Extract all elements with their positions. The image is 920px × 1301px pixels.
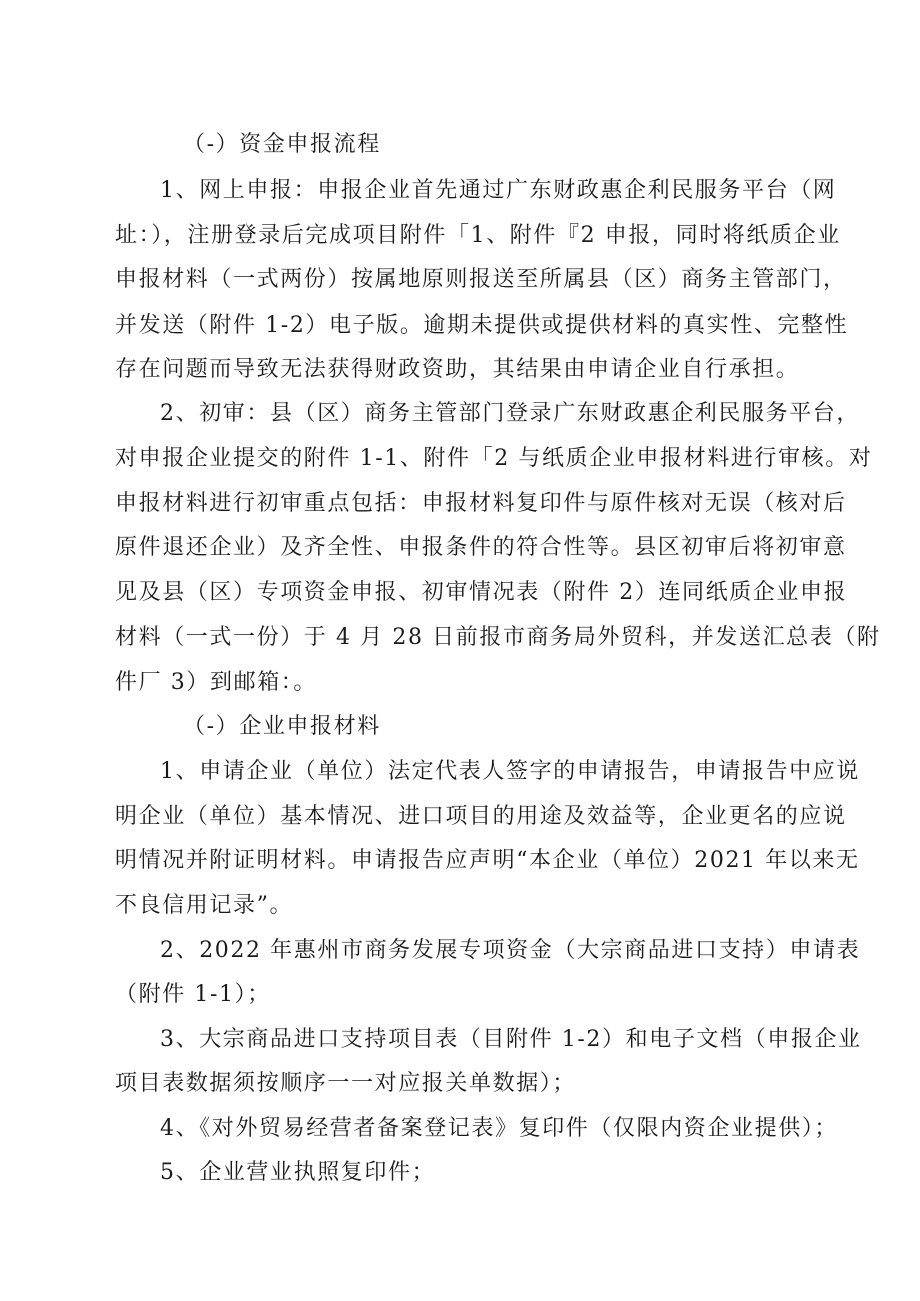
paragraph-line: 2、2022 年惠州市商务发展专项资金（大宗商品进口支持）申请表 — [160, 938, 861, 963]
paragraph-line: 明情况并附证明材料。申请报告应声明“本企业（单位）2021 年以来无 — [115, 848, 860, 873]
paragraph-line: 申报材料进行初审重点包括：申报材料复印件与原件核对无误（核对后 — [115, 491, 847, 516]
paragraph-line: 见及县（区）专项资金申报、初审情况表（附件 2）连同纸质企业申报 — [115, 580, 848, 605]
paragraph-line: 项目表数据须按顺序一一对应报关单数据）； — [115, 1071, 577, 1096]
paragraph-line: 3、大宗商品进口支持项目表（目附件 1-2）和电子文档（申报企业 — [160, 1027, 862, 1052]
paragraph-line: （附件 1-1）； — [115, 982, 271, 1007]
paragraph-line: 原件退还企业）及齐全性、申报条件的符合性等。县区初审后将初审意 — [115, 535, 847, 560]
section-heading-funding-process: （-）资金申报流程 — [183, 132, 381, 157]
paragraph-line: 2、初审：县（区）商务主管部门登录广东财政惠企利民服务平台， — [160, 401, 860, 426]
paragraph-line: 存在问题而导致无法获得财政资助，其结果由申请企业自行承担。 — [115, 357, 800, 382]
paragraph-line: 5、企业营业执照复印件； — [160, 1160, 436, 1185]
paragraph-line: 件厂 3）到邮箱：。 — [115, 670, 317, 695]
paragraph-line: 址：），注册登录后完成项目附件「1、附件『2 申报，同时将纸质企业 — [115, 223, 841, 248]
paragraph-line: 材料（一式一份）于 4 月 28 日前报市商务局外贸科，并发送汇总表（附 — [115, 625, 881, 650]
paragraph-line: 不良信用记录”。 — [115, 893, 294, 918]
paragraph-line: 并发送（附件 1-2）电子版。逾期未提供或提供材料的真实性、完整性 — [115, 313, 849, 338]
paragraph-line: 1、申请企业（单位）法定代表人签字的申请报告，申请报告中应说 — [160, 759, 860, 784]
section-heading-application-materials: （-）企业申报材料 — [183, 714, 381, 739]
paragraph-line: 明企业（单位）基本情况、进口项目的用途及效益等，企业更名的应说 — [115, 804, 847, 829]
paragraph-line: 1、网上申报：申报企业首先通过广东财政惠企利民服务平台（网 — [160, 178, 837, 203]
paragraph-line: 4、《对外贸易经营者备案登记表》复印件（仅限内资企业提供）； — [160, 1116, 838, 1141]
paragraph-line: 对申报企业提交的附件 1-1、附件「2 与纸质企业申报材料进行审核。对 — [115, 446, 873, 471]
paragraph-line: 申报材料（一式两份）按属地原则报送至所属县（区）商务主管部门， — [115, 267, 847, 292]
